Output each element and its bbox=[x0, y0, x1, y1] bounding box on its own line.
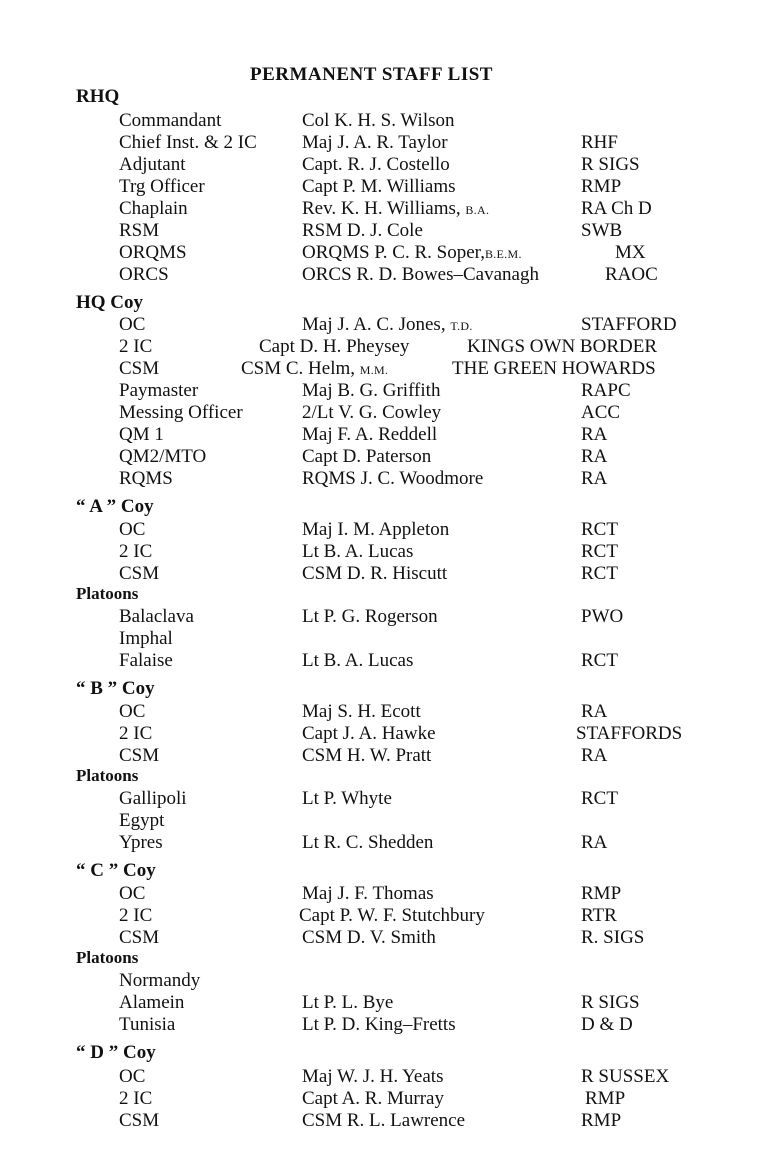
name: Maj I. M. Appleton bbox=[302, 519, 450, 540]
staff-row bbox=[0, 1088, 780, 1110]
unit: PWO bbox=[581, 606, 624, 627]
name: Maj F. A. Reddell bbox=[302, 424, 438, 445]
unit: STAFFORD bbox=[581, 314, 677, 335]
name: CSM D. R. Hiscutt bbox=[302, 563, 448, 584]
unit: RA bbox=[581, 446, 608, 467]
staff-row bbox=[0, 110, 780, 132]
role: CSM bbox=[119, 745, 160, 766]
name-text: CSM C. Helm, bbox=[241, 358, 356, 379]
section-heading-rhq: RHQ bbox=[76, 86, 120, 107]
unit: RA bbox=[581, 468, 608, 489]
unit: RA bbox=[581, 424, 608, 445]
name: CSM D. V. Smith bbox=[302, 927, 436, 948]
unit: RCT bbox=[581, 563, 618, 584]
staff-row bbox=[0, 650, 780, 672]
role: 2 IC bbox=[119, 905, 153, 926]
role: QM2/MTO bbox=[119, 446, 207, 467]
unit: R. SIGS bbox=[581, 927, 645, 948]
role: QM 1 bbox=[119, 424, 164, 445]
role: 2 IC bbox=[119, 541, 153, 562]
role: OC bbox=[119, 1066, 146, 1087]
role: 2 IC bbox=[119, 1088, 153, 1109]
unit: RCT bbox=[581, 541, 618, 562]
unit: RTR bbox=[581, 905, 617, 926]
platoon: Imphal bbox=[119, 628, 173, 649]
name: Lt B. A. Lucas bbox=[302, 541, 414, 562]
staff-row bbox=[0, 446, 780, 468]
name-text: Rev. K. H. Williams, bbox=[302, 198, 461, 219]
unit: D & D bbox=[581, 1014, 633, 1035]
name: Lt R. C. Shedden bbox=[302, 832, 434, 853]
staff-row bbox=[0, 519, 780, 541]
name bbox=[241, 358, 388, 381]
staff-row bbox=[0, 336, 780, 358]
role: Commandant bbox=[119, 110, 222, 131]
staff-row bbox=[0, 628, 780, 650]
unit: ACC bbox=[581, 402, 621, 423]
staff-row bbox=[0, 1110, 780, 1132]
unit: RAPC bbox=[581, 380, 631, 401]
name: Capt J. A. Hawke bbox=[302, 723, 436, 744]
name: Maj W. J. H. Yeats bbox=[302, 1066, 444, 1087]
name: Lt P. D. King–Fretts bbox=[302, 1014, 456, 1035]
section-heading-b-coy: “ B ” Coy bbox=[76, 678, 155, 699]
name: RQMS J. C. Woodmore bbox=[302, 468, 484, 489]
name-text: ORQMS P. C. R. Soper, bbox=[302, 242, 485, 263]
page-title: PERMANENT STAFF LIST bbox=[250, 64, 493, 85]
name: Lt P. Whyte bbox=[302, 788, 392, 809]
staff-row bbox=[0, 358, 780, 380]
unit: RMP bbox=[581, 176, 622, 197]
name-postnominal: T.D. bbox=[450, 319, 473, 333]
section-heading-c-coy: “ C ” Coy bbox=[76, 860, 156, 881]
unit: THE GREEN HOWARDS bbox=[452, 358, 656, 379]
staff-row bbox=[0, 745, 780, 767]
staff-row bbox=[0, 468, 780, 490]
name: CSM R. L. Lawrence bbox=[302, 1110, 466, 1131]
platoon: Balaclava bbox=[119, 606, 194, 627]
name: Lt P. G. Rogerson bbox=[302, 606, 438, 627]
staff-row bbox=[0, 242, 780, 264]
staff-row bbox=[0, 788, 780, 810]
staff-row bbox=[0, 541, 780, 563]
name: Maj J. F. Thomas bbox=[302, 883, 434, 904]
unit: SWB bbox=[581, 220, 623, 241]
staff-row bbox=[0, 220, 780, 242]
name: Col K. H. S. Wilson bbox=[302, 110, 455, 131]
role: Chaplain bbox=[119, 198, 188, 219]
unit: R SIGS bbox=[581, 154, 640, 175]
unit: RCT bbox=[581, 788, 618, 809]
staff-row bbox=[0, 832, 780, 854]
name: 2/Lt V. G. Cowley bbox=[302, 402, 442, 423]
unit: RA Ch D bbox=[581, 198, 652, 219]
platoons-heading: Platoons bbox=[76, 948, 139, 967]
name-text: Maj J. A. C. Jones, bbox=[302, 314, 446, 335]
staff-row bbox=[0, 402, 780, 424]
role: OC bbox=[119, 883, 146, 904]
name: CSM H. W. Pratt bbox=[302, 745, 432, 766]
staff-row bbox=[0, 810, 780, 832]
staff-row bbox=[0, 701, 780, 723]
role: CSM bbox=[119, 927, 160, 948]
staff-row bbox=[0, 264, 780, 286]
unit: KINGS OWN BORDER bbox=[467, 336, 657, 357]
staff-row bbox=[0, 176, 780, 198]
staff-row bbox=[0, 905, 780, 927]
staff-row bbox=[0, 314, 780, 336]
role: RSM bbox=[119, 220, 160, 241]
role: CSM bbox=[119, 563, 160, 584]
name: Capt D. H. Pheysey bbox=[259, 336, 410, 357]
unit: MX bbox=[615, 242, 646, 263]
platoon: Gallipoli bbox=[119, 788, 187, 809]
staff-row bbox=[0, 154, 780, 176]
staff-row bbox=[0, 1066, 780, 1088]
unit: RA bbox=[581, 701, 608, 722]
role: Adjutant bbox=[119, 154, 186, 175]
role: OC bbox=[119, 701, 146, 722]
name: ORCS R. D. Bowes–Cavanagh bbox=[302, 264, 539, 285]
platoon: Ypres bbox=[119, 832, 163, 853]
staff-row bbox=[0, 970, 780, 992]
role: ORCS bbox=[119, 264, 169, 285]
name: Maj B. G. Griffith bbox=[302, 380, 441, 401]
role: 2 IC bbox=[119, 723, 153, 744]
name: Lt B. A. Lucas bbox=[302, 650, 414, 671]
role: Chief Inst. & 2 IC bbox=[119, 132, 257, 153]
unit: STAFFORDS bbox=[576, 723, 683, 744]
role: Messing Officer bbox=[119, 402, 243, 423]
platoon: Tunisia bbox=[119, 1014, 176, 1035]
staff-row bbox=[0, 424, 780, 446]
unit: RCT bbox=[581, 650, 618, 671]
name bbox=[302, 198, 489, 221]
unit: RMP bbox=[581, 883, 622, 904]
unit: RHF bbox=[581, 132, 618, 153]
name bbox=[302, 314, 473, 337]
unit: R SUSSEX bbox=[581, 1066, 670, 1087]
platoon: Alamein bbox=[119, 992, 185, 1013]
name-postnominal: B.A. bbox=[465, 203, 490, 217]
staff-row bbox=[0, 606, 780, 628]
name: RSM D. J. Cole bbox=[302, 220, 423, 241]
staff-row bbox=[0, 723, 780, 745]
role: CSM bbox=[119, 1110, 160, 1131]
role: CSM bbox=[119, 358, 160, 379]
role: OC bbox=[119, 519, 146, 540]
name: Capt A. R. Murray bbox=[302, 1088, 444, 1109]
name: Capt D. Paterson bbox=[302, 446, 432, 467]
unit: RCT bbox=[581, 519, 618, 540]
section-heading-d-coy: “ D ” Coy bbox=[76, 1042, 156, 1063]
staff-row bbox=[0, 992, 780, 1014]
unit: RAOC bbox=[605, 264, 658, 285]
section-heading-hq-coy: HQ Coy bbox=[76, 292, 144, 313]
name-postnominal: B.E.M. bbox=[484, 247, 522, 261]
unit: RA bbox=[581, 745, 608, 766]
unit: RA bbox=[581, 832, 608, 853]
staff-row bbox=[0, 563, 780, 585]
staff-row bbox=[0, 380, 780, 402]
staff-row bbox=[0, 1014, 780, 1036]
platoon: Normandy bbox=[119, 970, 201, 991]
role: 2 IC bbox=[119, 336, 153, 357]
role: Paymaster bbox=[119, 380, 199, 401]
staff-row bbox=[0, 132, 780, 154]
name bbox=[302, 242, 522, 265]
staff-row bbox=[0, 883, 780, 905]
name: Capt P. M. Williams bbox=[302, 176, 456, 197]
platoons-heading: Platoons bbox=[76, 584, 139, 603]
name: Lt P. L. Bye bbox=[302, 992, 394, 1013]
unit: RMP bbox=[585, 1088, 626, 1109]
role: ORQMS bbox=[119, 242, 187, 263]
platoon: Falaise bbox=[119, 650, 173, 671]
name: Maj S. H. Ecott bbox=[302, 701, 421, 722]
name-postnominal: M.M. bbox=[359, 363, 389, 377]
platoon: Egypt bbox=[119, 810, 165, 831]
name: Maj J. A. R. Taylor bbox=[302, 132, 448, 153]
platoons-heading: Platoons bbox=[76, 766, 139, 785]
role: Trg Officer bbox=[119, 176, 205, 197]
unit: RMP bbox=[581, 1110, 622, 1131]
section-heading-a-coy: “ A ” Coy bbox=[76, 496, 154, 517]
name: Capt. R. J. Costello bbox=[302, 154, 450, 175]
staff-row bbox=[0, 927, 780, 949]
staff-row bbox=[0, 198, 780, 220]
unit: R SIGS bbox=[581, 992, 640, 1013]
role: RQMS bbox=[119, 468, 173, 489]
role: OC bbox=[119, 314, 146, 335]
name: Capt P. W. F. Stutchbury bbox=[299, 905, 485, 926]
